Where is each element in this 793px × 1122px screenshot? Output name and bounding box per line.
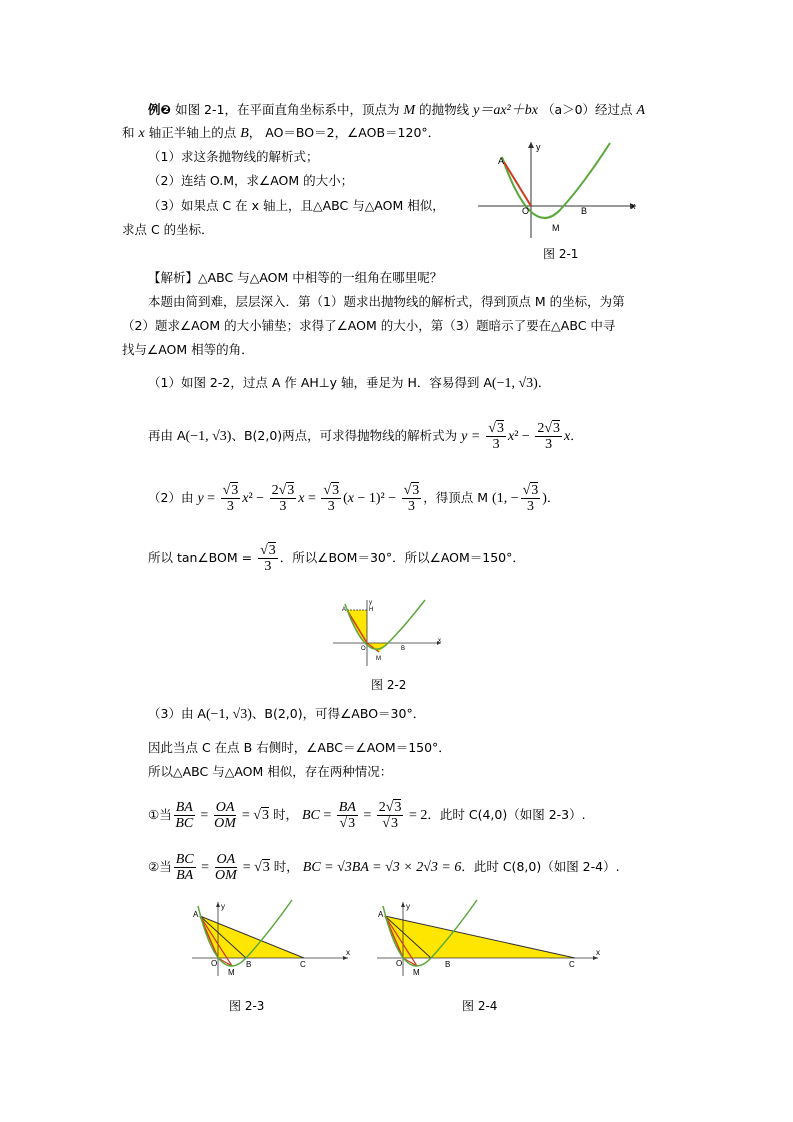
label-a: A <box>498 156 505 166</box>
caption-fig-2-2: 图 2-2 <box>371 678 407 692</box>
point-a-coord: (−1, √3) <box>491 376 538 391</box>
label-c: C <box>569 960 575 969</box>
label-o: O <box>396 959 403 968</box>
label-o: O <box>522 206 530 216</box>
y-axis-arrow <box>528 142 534 148</box>
label-a: A <box>193 910 199 919</box>
label-b: B <box>581 206 588 216</box>
label-a: A <box>342 607 347 613</box>
analysis-p3: 找与∠AOM 相等的角． <box>122 342 254 357</box>
example-intro-b: 的抛物线 <box>419 102 470 117</box>
solution-3-c: 所以△ABC 与△AOM 相似，存在两种情况： <box>148 764 393 779</box>
example-condition: （a＞0）经过点 <box>541 102 633 117</box>
solution-3-a <box>148 705 425 724</box>
case-2-equation: BC = √3BA = √3 × 2√3 = 6 <box>302 860 462 875</box>
example-line-2 <box>122 124 440 143</box>
figure-2-4 <box>373 898 603 978</box>
question-1: （1）求这条抛物线的解析式； <box>148 149 319 164</box>
solution-3-a-mid: 、B(2,0)，可得∠ABO＝30°． <box>251 706 426 721</box>
label-y: y <box>369 600 372 606</box>
label-x: x <box>438 638 441 644</box>
solution-2-b-text: 所以 tan∠BOM = <box>148 550 253 565</box>
label-x: x <box>346 948 350 957</box>
solution-2-a: （2）由 y = $\frac{√3}{3}$ x² − $\frac{2√3}{3}$ x = $\frac{√3}{3}$ (x − 1)² − $\frac{√3}{3}$ ，得顶点 M (1, − $\frac{√3}{3}$ )． <box>148 483 560 514</box>
question-2: （2）连结 O.M，求∠AOM 的大小； <box>148 173 354 188</box>
parabola <box>502 143 610 218</box>
given-lengths: AO＝BO＝2，∠AOB＝120° <box>265 125 428 140</box>
x-axis-name: x <box>138 126 145 141</box>
label-y: y <box>406 902 410 911</box>
label-y: y <box>221 902 225 911</box>
vertex-name: M <box>403 103 416 118</box>
example-label: 例❷ <box>148 102 172 117</box>
label-y: y <box>536 142 541 152</box>
solution-3-b: 因此当点 C 在点 B 右侧时，∠ABC＝∠AOM＝150°． <box>148 740 451 755</box>
case-2: ②当 $\frac{BC}{BA}$ = $\frac{OA}{OM}$ = √3 时， BC = √3BA = √3 × 2√3 = 6．此时 C(8,0)（如图 2-4）. <box>148 852 620 883</box>
solution-2-a-text: （2）由 <box>148 490 194 505</box>
label-b: B <box>445 960 451 969</box>
label-m: M <box>228 968 235 977</box>
solution-2-b-mid: ．所以∠BOM＝30°．所以∠AOM＝150°． <box>279 550 525 565</box>
example-line2-a: 和 <box>122 125 135 140</box>
question-3-a: （3）如果点 C 在 x 轴上，且△ABC 与△AOM 相似， <box>148 198 445 213</box>
solution-1-b-mid: 、B(2,0)两点，可求得抛物线的解析式为 <box>231 428 458 443</box>
y-equals: y = <box>461 429 481 444</box>
case-2-mid: 时， <box>273 859 299 874</box>
point-a-name: A <box>636 103 646 118</box>
caption-fig-2-3: 图 2-3 <box>229 999 265 1013</box>
label-h: H <box>369 607 374 613</box>
case-1-mid: 时， <box>272 807 298 822</box>
label-c: C <box>300 960 306 969</box>
solution-2-a-end: ． <box>546 490 560 505</box>
figure-2-3 <box>188 898 353 978</box>
label-a: A <box>378 910 384 919</box>
point-a-coord-2: (−1, √3) <box>185 429 232 444</box>
caption-fig-2-4: 图 2-4 <box>462 999 498 1013</box>
solution-1-a-end: ． <box>537 375 551 390</box>
case-1: ①当 $\frac{BA}{BC}$ = $\frac{OA}{OM}$ = √3 时， BC = $\frac{BA}{√3}$ = $\frac{2√3}{√3}$ = 2．此时 C(4,0)（如图 2-3）. <box>148 800 586 831</box>
question-3-b: 求点 C 的坐标． <box>122 222 214 237</box>
label-m: M <box>376 656 381 662</box>
point-b-name: B <box>240 126 249 141</box>
y-axis-arrow <box>401 902 405 907</box>
analysis-p1: 本题由简到难，层层深入．第（1）题求出抛物线的解析式，得到顶点 M 的坐标，为第 <box>148 294 625 309</box>
case-1-pre: ①当 <box>148 807 172 822</box>
analysis-head: 【解析】△ABC 与△AOM 中相等的一组角在哪里呢？ <box>148 270 443 285</box>
solution-1-a-text: （1）如图 2-2，过点 A 作 AH⊥y 轴，垂足为 H．容易得到 A <box>148 375 492 390</box>
solution-1-b-end: ． <box>570 428 583 443</box>
frac-sqrt3-over-3: $\frac{√3}{3}$ <box>488 421 504 452</box>
figure-2-1 <box>478 140 640 240</box>
example-line-1 <box>148 101 645 120</box>
example-line2-end: ． <box>427 125 441 140</box>
solution-2-a-mid: ，得顶点 M <box>423 490 489 505</box>
caption-fig-2-1: 图 2-1 <box>543 247 579 261</box>
example-line2-c: ， <box>248 125 262 140</box>
case-2-pre: ②当 <box>148 859 172 874</box>
solution-1-b: 再由 A(−1, √3)、B(2,0)两点，可求得抛物线的解析式为 y = $\frac{√3}{3}$ x² − $\frac{2√3}{3}$ x． <box>148 421 583 452</box>
analysis-p2: （2）题求∠AOM 的大小铺垫；求得了∠AOM 的大小，第（3）题暗示了要在△ABC 中寻 <box>122 318 616 333</box>
label-x: x <box>631 201 636 211</box>
frac-2sqrt3-over-3: $\frac{2√3}{3}$ <box>537 421 560 452</box>
solution-1-a <box>148 374 550 393</box>
example-line2-b: 轴正半轴上的点 <box>148 125 237 140</box>
case-1-end: ．此时 C(4,0)（如图 2-3）. <box>427 807 586 822</box>
label-b: B <box>246 960 252 969</box>
label-b: B <box>401 646 406 652</box>
solution-1-b-text: 再由 A <box>148 428 186 443</box>
case-2-end: ．此时 C(8,0)（如图 2-4）. <box>461 859 620 874</box>
label-x: x <box>596 948 600 957</box>
label-o: O <box>211 959 218 968</box>
segment-ao <box>504 162 531 206</box>
label-o: O <box>361 646 366 652</box>
solution-2-b: 所以 tan∠BOM = $\frac{√3}{3}$ ．所以∠BOM＝30°．所以∠AOM＝150°． <box>148 543 525 574</box>
example-intro: 如图 2-1，在平面直角坐标系中，顶点为 <box>175 102 400 117</box>
label-m: M <box>552 223 560 233</box>
label-m: M <box>413 968 420 977</box>
point-a-coord-3: (−1, √3) <box>205 707 252 722</box>
y-axis-arrow <box>216 902 220 907</box>
figure-2-2 <box>333 598 445 668</box>
solution-3-a-text: （3）由 A <box>148 706 206 721</box>
parabola-equation: y＝ax²＋bx <box>473 103 538 118</box>
